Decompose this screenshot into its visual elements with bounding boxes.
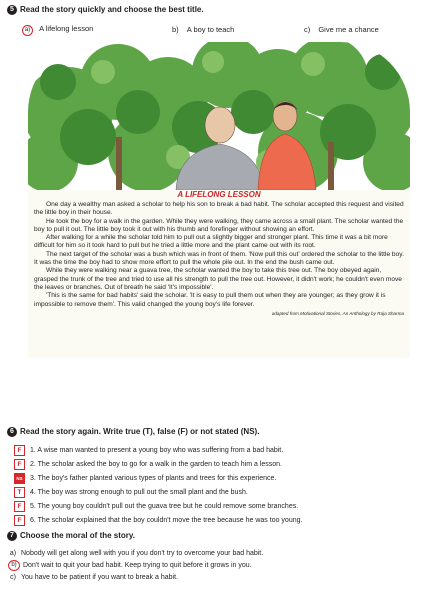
q6-answer-box[interactable]: F <box>14 501 25 512</box>
q6-number: 6 <box>7 427 17 437</box>
q6-answer-box[interactable]: F <box>14 459 25 470</box>
q6-answer-box[interactable]: NS <box>14 473 25 484</box>
q7-option-b-text: Don't wait to quit your bad habit. Keep trying to quit before it grows in you. <box>23 561 252 569</box>
q7-number: 7 <box>7 531 17 541</box>
q7-instruction: Choose the moral of the story. <box>20 531 135 541</box>
q6-item <box>14 443 424 457</box>
q7-header <box>7 531 135 541</box>
story-paragraph: One day a wealthy man asked a scholar to help his son to break a bad habit. The scholar accepted this request and visited the little boy in their house. <box>34 201 404 217</box>
q5-option-c[interactable] <box>304 25 379 34</box>
q7-option-c-text: You have to be patient if you want to break a habit. <box>21 573 178 581</box>
q6-instruction: Read the story again. Write true (T), false (F) or not stated (NS). <box>20 427 260 437</box>
story-source: adapted from Motivational Stories, An Anthology by Raja Sharma <box>271 310 404 316</box>
q7-option-b-letter: b) <box>8 560 20 571</box>
q6-item <box>14 457 424 471</box>
q6-item <box>14 485 424 499</box>
q6-statement: 2. The scholar asked the boy to go for a walk in the garden to teach him a lesson. <box>30 460 283 468</box>
q6-statement: 4. The boy was strong enough to pull out the small plant and the bush. <box>30 488 248 496</box>
q7-option-c[interactable] <box>8 571 424 583</box>
q5-option-a-text: A lifelong lesson <box>39 24 94 33</box>
story-paragraph: 'This is the same for bad habits' said the scholar. 'It is easy to pull them out when they are younger; as they grow it is impossible to remove them'. This valid changed the young boy's life forever. <box>34 292 386 308</box>
story-paragraph: After walking for a while the scholar told him to pull out a slightly bigger and stronger plant. This time it was a bit more difficult for him so it took hard to pull but he tried a little more and the plant came out with its root. <box>34 234 388 250</box>
q5-option-c-text: Give me a chance <box>318 25 379 34</box>
q5-instruction: Read the story quickly and choose the best title. <box>20 5 204 15</box>
q6-list <box>14 443 424 527</box>
q6-statement: 3. The boy's father planted various types of plants and trees for this experience. <box>30 474 277 482</box>
q5-option-c-letter: c) <box>304 25 311 34</box>
q5-option-b-text: A boy to teach <box>186 25 235 34</box>
story-paragraph: He took the boy for a walk in the garden. While they were walking, they came across a small plant. The scholar wanted the boy to pull it out. The little boy took it out with his thumb and forefinger without showing an effort. <box>34 217 404 233</box>
q5-option-a-letter: a) <box>22 25 33 36</box>
q5-option-b[interactable] <box>172 25 234 34</box>
q6-answer-box[interactable]: T <box>14 487 25 498</box>
story-illustration <box>28 42 410 190</box>
q6-statement: 5. The young boy couldn't pull out the guava tree but he could remove some branches. <box>30 502 299 510</box>
q6-statement: 6. The scholar explained that the boy couldn't move the tree because he was too young. <box>30 516 303 524</box>
q6-answer-box[interactable]: F <box>14 445 25 456</box>
q7-option-a-letter: a) <box>9 549 17 557</box>
q5-option-b-letter: b) <box>172 25 179 34</box>
q6-item <box>14 471 424 485</box>
q7-option-a[interactable] <box>8 547 424 559</box>
story-paragraph: While they were walking near a guava tree, the scholar wanted the boy to take this tree out. The boy obeyed again, grasped the trunk of the tree and tried to use all his strength to pull the tree out. However, it didn't work; he couldn't even move the leaves or branches. Out of breath he said 'It's impossible'. <box>34 267 402 291</box>
q5-header <box>7 5 204 15</box>
q5-number: 5 <box>7 5 17 15</box>
q7-option-b[interactable] <box>8 559 424 571</box>
q7-options <box>8 547 424 583</box>
q7-option-a-text: Nobody will get along well with you if you don't try to overcome your bad habit. <box>21 549 264 557</box>
story-paragraph: The next target of the scholar was a bush which was in front of them. 'Now pull this out' ordered the scholar to the little boy. It was the time the boy had to show more effort to pull the whole pile out. In the end the bush came out. <box>34 250 404 267</box>
story-box <box>28 190 410 358</box>
story-title: A LIFELONG LESSON <box>177 190 261 199</box>
q7-option-c-letter: c) <box>10 573 16 581</box>
q6-answer-box[interactable]: F <box>14 515 25 526</box>
q6-item <box>14 499 424 513</box>
q5-option-a[interactable] <box>22 24 93 36</box>
q6-header <box>7 427 259 437</box>
q6-statement: 1. A wise man wanted to present a young boy who was suffering from a bad habit. <box>30 446 284 454</box>
garden-scene-image <box>28 42 410 190</box>
q6-item <box>14 513 424 527</box>
